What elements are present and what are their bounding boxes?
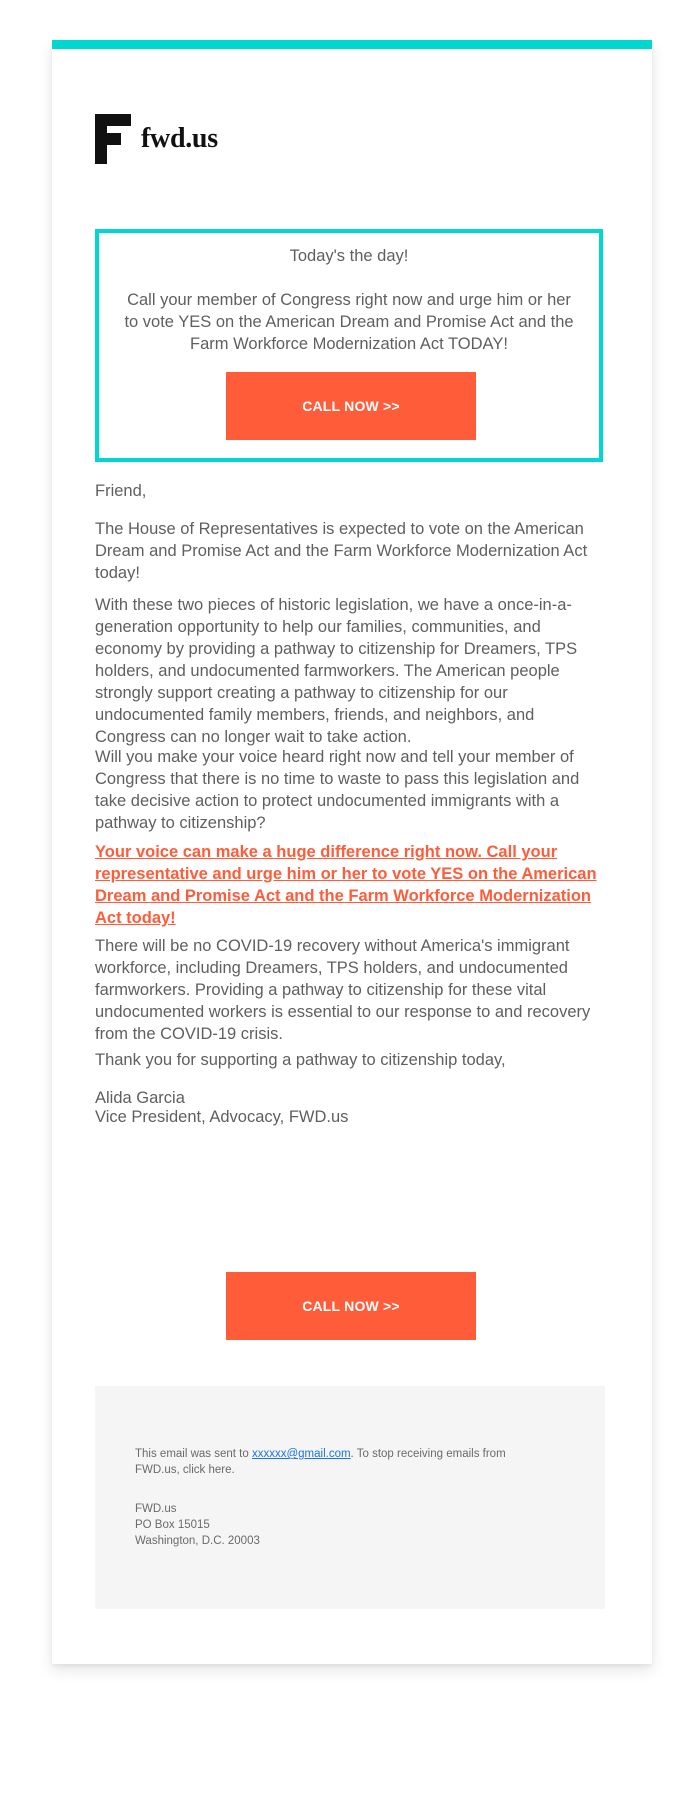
call-now-button-top[interactable]: CALL NOW >>	[226, 372, 476, 440]
footer-sent-prefix: This email was sent to	[135, 1448, 252, 1460]
footer-unsubscribe-note	[135, 1446, 535, 1478]
fwd-logo-icon	[95, 114, 131, 164]
footer-address	[135, 1501, 535, 1549]
email-card	[52, 40, 652, 1664]
paragraph-historic-legislation: With these two pieces of historic legislation, we have a once-in-a-generation opportunity to help our families, communities, and economy by providing a pathway to citizenship for Dreamers, TPS holders, and undocumented farmworkers. The American people strongly support creating a pathway to citizenship for our undocumented family members, friends, and neighbors, and Congress can no longer wait to take action.	[95, 596, 578, 746]
call-now-button-bottom[interactable]: CALL NOW >>	[226, 1272, 476, 1340]
footer-address-line2: Washington, D.C. 20003	[135, 1535, 260, 1547]
signature-title: Vice President, Advocacy, FWD.us	[95, 1108, 349, 1126]
footer-sent-suffix[interactable]: . To stop receiving emails from FWD.us, click here.	[135, 1448, 506, 1476]
callout-title: Today's the day!	[289, 247, 409, 265]
paragraph-covid-recovery: There will be no COVID-19 recovery without America's immigrant workforce, including Dreamers, TPS holders, and undocumented farmworkers. Providing a pathway to citizenship for these vital undocumented workers is essential to our response to and recovery from the COVID-19 crisis.	[95, 937, 591, 1043]
brand-name: fwd.us	[141, 123, 218, 154]
paragraph-vote-expected: The House of Representatives is expected to vote on the American Dream and Promise Act and the Farm Workforce Modernization Act today!	[95, 520, 588, 582]
signature-name: Alida Garcia	[95, 1089, 185, 1107]
callout-body: Call your member of Congress right now and urge him or her to vote YES on the American Dream and Promise Act and the Farm Workforce Modernization Act TODAY!	[124, 291, 574, 353]
paragraph-thank-you: Thank you for supporting a pathway to citizenship today,	[95, 1051, 506, 1069]
paragraph-make-voice-heard: Will you make your voice heard right now and tell your member of Congress that there is no time to waste to pass this legislation and take decisive action to protect undocumented immigrants with a pathway to citizenship?	[95, 748, 580, 832]
call-representative-link[interactable]: Your voice can make a huge difference right now. Call your representative and urge him or her to vote YES on the American Dream and Promise Act and the Farm Workforce Modernization Act today!	[95, 843, 597, 927]
email-footer	[95, 1386, 605, 1609]
brand-logo[interactable]	[95, 113, 218, 165]
footer-address-line1: PO Box 15015	[135, 1519, 210, 1531]
footer-org: FWD.us	[135, 1503, 177, 1515]
recipient-email-link[interactable]: xxxxxx@gmail.com	[251, 1448, 351, 1460]
greeting: Friend,	[95, 482, 147, 500]
paragraph-call-link-wrap	[95, 841, 605, 929]
